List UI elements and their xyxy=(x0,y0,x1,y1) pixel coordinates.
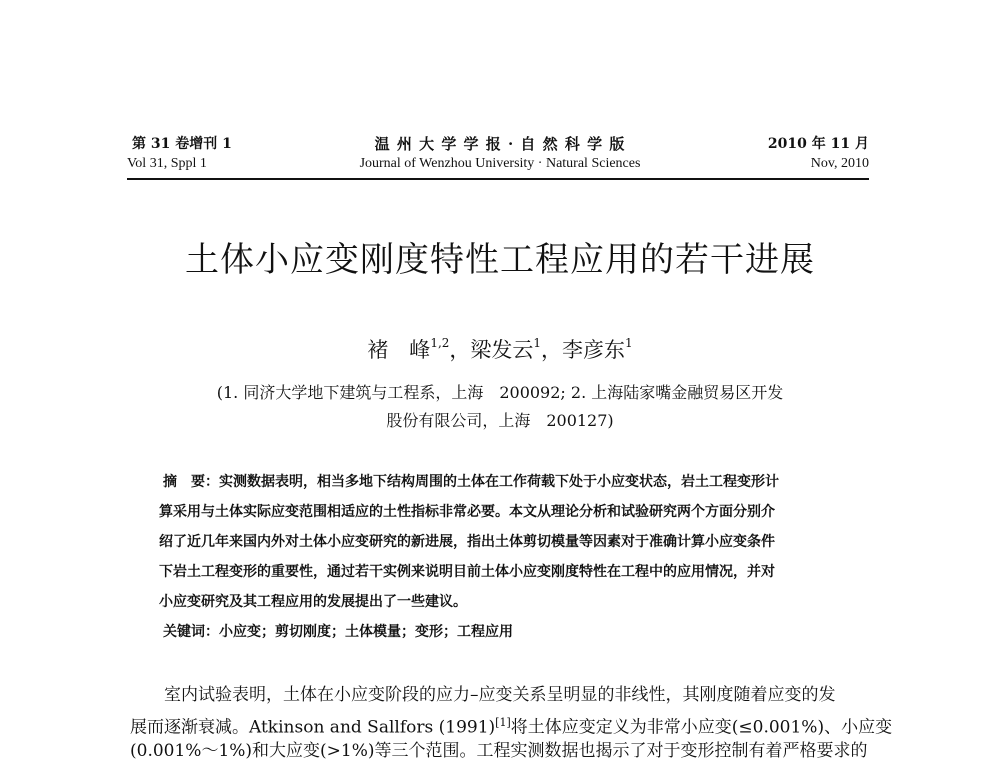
author-affiliation-mark: 1 xyxy=(533,336,542,350)
abstract-line: 小应变研究及其工程应用的发展提出了一些建议。 xyxy=(159,594,467,610)
author-name: 梁发云 xyxy=(470,338,534,362)
keywords-label: 关键词： xyxy=(163,624,219,640)
header-journal-en: Journal of Wenzhou University · Natural Sciences xyxy=(359,156,641,171)
header-date-en: Nov, 2010 xyxy=(810,156,869,171)
affiliation-line: 股份有限公司，上海 200127) xyxy=(386,411,614,430)
paper-title: 土体小应变刚度特性工程应用的若干进展 xyxy=(185,240,815,280)
keywords-text: 小应变；剪切刚度；土体模量；变形；工程应用 xyxy=(219,624,513,640)
author-affiliation-mark: 1 xyxy=(625,336,633,350)
author-separator: ， xyxy=(541,338,563,362)
header-journal-cn: 温 州 大 学 学 报 · 自 然 科 学 版 xyxy=(374,135,626,153)
body-paragraph-line: 室内试验表明，土体在小应变阶段的应力–应变关系呈明显的非线性，其刚度随着应变的发 xyxy=(164,685,836,705)
abstract-label: 摘 要： xyxy=(163,474,219,490)
header-rule xyxy=(127,178,869,180)
author-name: 褚 峰 xyxy=(367,338,431,362)
author-name: 李彦东 xyxy=(562,338,626,362)
body-paragraph-line: (0.001%～1%)和大应变(>1%)等三个范围。工程实测数据也揭示了对于变形控制有着严格要求的 xyxy=(130,741,868,761)
citation-mark: [1] xyxy=(495,716,511,729)
abstract-line: 绍了近几年来国内外对土体小应变研究的新进展，指出土体剪切模量等因素对于准确计算小应变条件 xyxy=(159,534,775,550)
header-volume-cn: 第 31 卷增刊 1 xyxy=(132,136,232,152)
affiliation-line: (1. 同济大学地下建筑与工程系，上海 200092; 2. 上海陆家嘴金融贸易区开发 xyxy=(216,383,784,402)
header-volume-en: Vol 31, Sppl 1 xyxy=(127,156,207,171)
keywords-line xyxy=(163,622,513,642)
abstract-text: 实测数据表明，相当多地下结构周围的土体在工作荷载下处于小应变状态，岩土工程变形计 xyxy=(219,474,779,490)
abstract-line: 下岩土工程变形的重要性，通过若干实例来说明目前土体小应变刚度特性在工程中的应用情况，并对 xyxy=(159,564,775,580)
abstract-line xyxy=(163,472,779,492)
header-date-cn: 2010 年 11 月 xyxy=(767,136,869,152)
body-paragraph-line xyxy=(130,710,892,741)
author-separator: ， xyxy=(449,338,471,362)
author-affiliation-mark: 1,2 xyxy=(430,336,450,350)
author-list xyxy=(0,336,1000,364)
body-text: 将土体应变定义为非常小应变(≤0.001%)、小应变 xyxy=(510,717,893,738)
body-text: 展而逐渐衰减。Atkinson and Sallfors (1991) xyxy=(130,717,496,738)
abstract-line: 算采用与土体实际应变范围相适应的土性指标非常必要。本文从理论分析和试验研究两个方面分别介 xyxy=(159,504,775,520)
